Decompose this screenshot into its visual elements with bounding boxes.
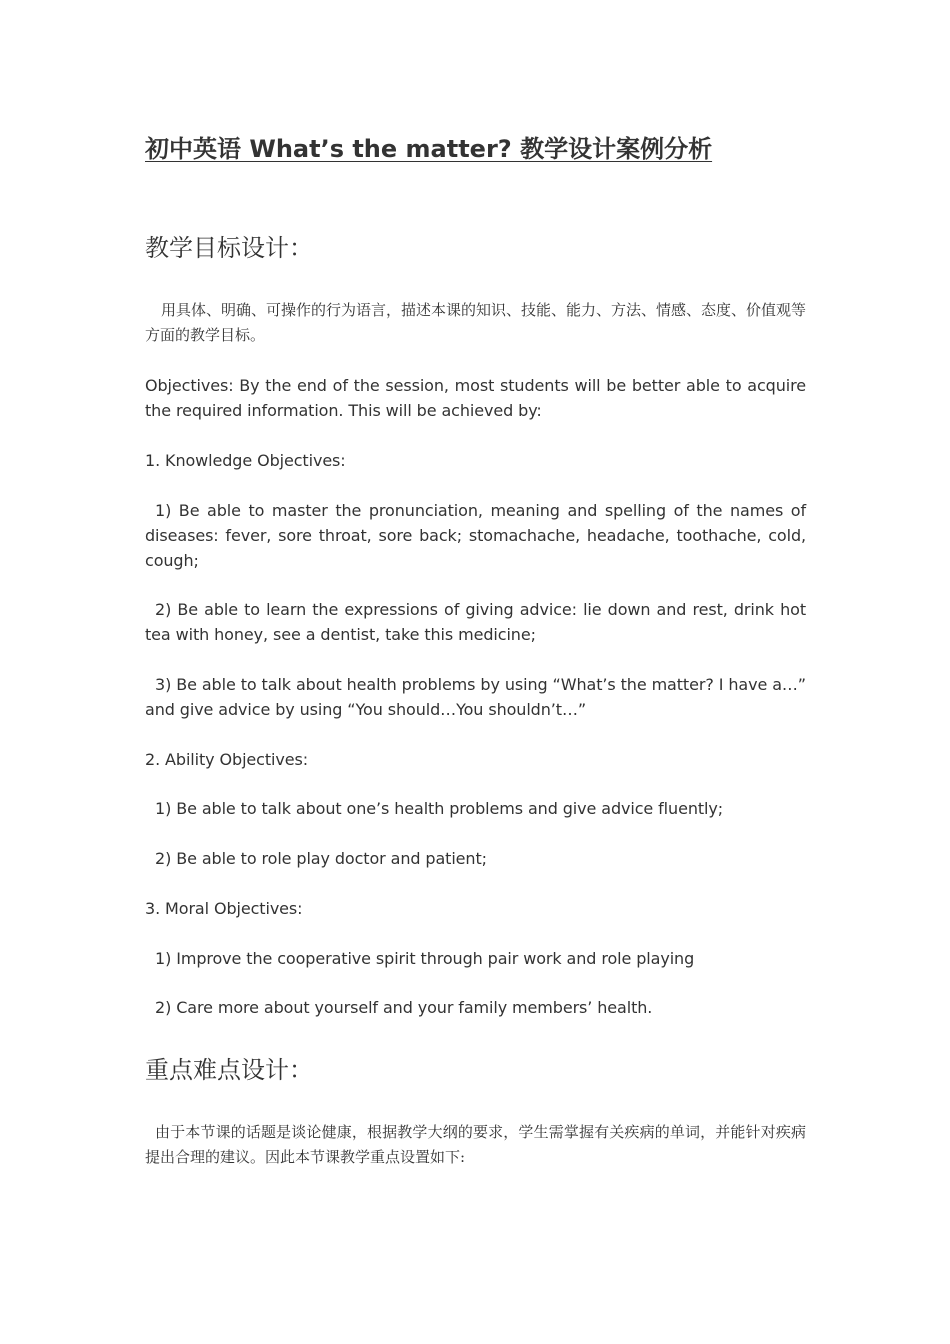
ability-item-2: 2) Be able to role play doctor and patient; (155, 849, 487, 868)
ability-objectives-label: 2. Ability Objectives: (145, 750, 309, 769)
knowledge-item-3: 3) Be able to talk about health problems by using “What’s the matter? I have a…” and give advice by using “You should…You shouldn’t…” (145, 675, 806, 719)
moral-item-1: 1) Improve the cooperative spirit through pair work and role playing (155, 949, 695, 968)
moral-objectives-label: 3. Moral Objectives: (145, 899, 303, 918)
knowledge-objectives-label: 1. Knowledge Objectives: (145, 451, 346, 470)
moral-item-2: 2) Care more about yourself and your family members’ health. (155, 998, 653, 1017)
ability-item-1: 1) Be able to talk about one’s health problems and give advice fluently; (155, 799, 724, 818)
knowledge-item-2: 2) Be able to learn the expressions of giving advice: lie down and rest, drink hot tea with honey, see a dentist, take this medicine; (145, 600, 806, 644)
key-points-intro-cn: 由于本节课的话题是谈论健康，根据教学大纲的要求，学生需掌握有关疾病的单词，并能针对疾病提出合理的建议。因此本节课教学重点设置如下: (145, 1123, 806, 1166)
objectives-intro-cn: 用具体、明确、可操作的行为语言，描述本课的知识、技能、能力、方法、情感、态度、价值观等方面的教学目标。 (145, 301, 807, 344)
section-heading-objectives: 教学目标设计： (145, 234, 313, 262)
document-title: 初中英语 What’s the matter? 教学设计案例分析 (145, 135, 713, 163)
objectives-intro-en: Objectives: By the end of the session, most students will be better able to acquire the required information. This will be achieved by: (145, 376, 806, 420)
knowledge-item-1: 1) Be able to master the pronunciation, meaning and spelling of the names of diseases: fever, sore throat, sore back; stomachache, headache, toothache, cold, cough; (145, 501, 806, 570)
section-heading-key-points: 重点难点设计： (145, 1056, 313, 1084)
